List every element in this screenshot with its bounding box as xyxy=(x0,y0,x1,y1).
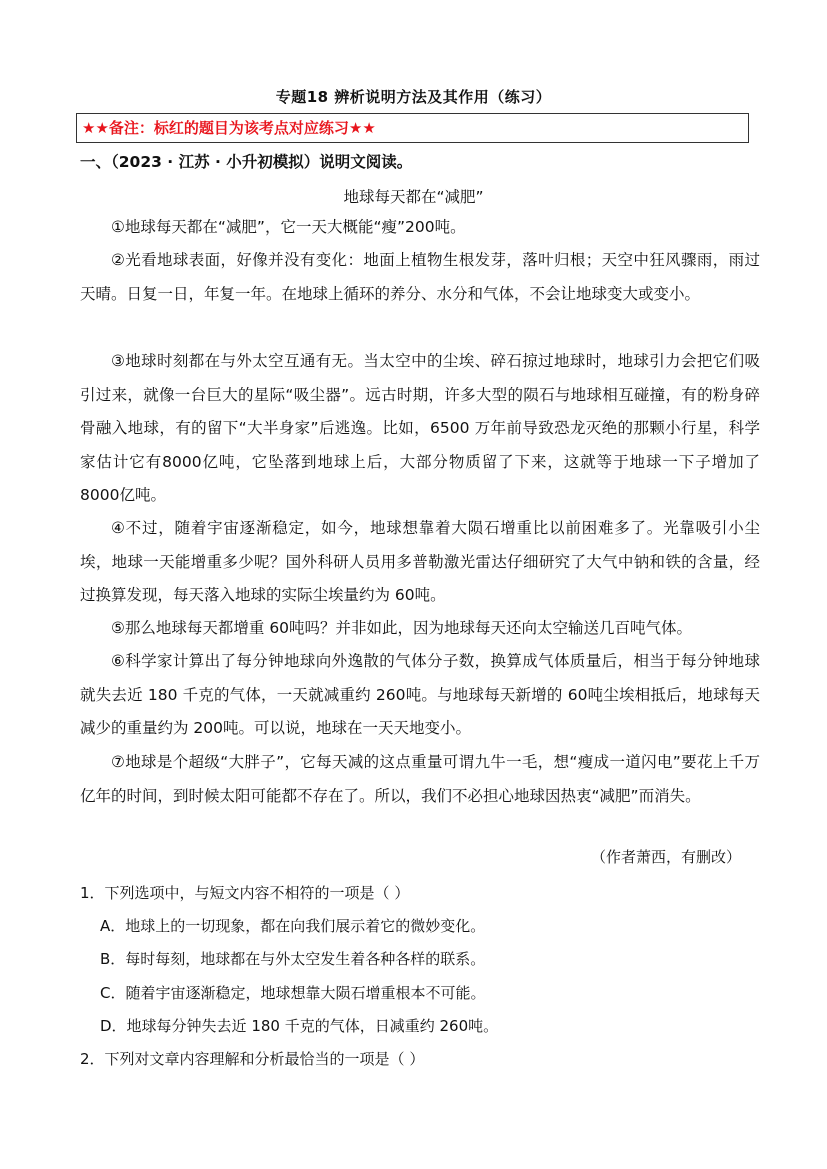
article-attribution: （作者萧西，有删改） xyxy=(590,848,741,866)
question-1-option-a: A．地球上的一切现象，都在向我们展示着它的微妙变化。 xyxy=(100,917,486,935)
article-paragraph-4: ④不过，随着宇宙逐渐稳定，如今，地球想靠着大陨石增重比以前困难多了。光靠吸引小尘埃，地球一天能增重多少呢？国外科研人员用多普勒激光雷达仔细研究了大气中钠和铁的含量，经过换算发现，每天落入地球的实际尘埃量约为 60吨。 xyxy=(80,519,760,604)
note-box: ★★备注：标红的题目为该考点对应练习★★ xyxy=(76,113,749,143)
article-paragraph-3: ③地球时刻都在与外太空互通有无。当太空中的尘埃、碎石掠过地球时，地球引力会把它们吸引过来，就像一台巨大的星际“吸尘器”。远古时期，许多大型的陨石与地球相互碰撞，有的粉身碎骨融入地球，有的留下“大半身家”后逃逸。比如，6500 万年前导致恐龙灭绝的那颗小行星，科学家估计它有8000亿吨，它坠落到地球上后，大部分物质留了下来，这就等于地球一下子增加了 8000亿吨。 xyxy=(80,352,760,504)
question-1-option-b: B．每时每刻，地球都在与外太空发生着各种各样的联系。 xyxy=(100,950,486,968)
article-paragraph-7: ⑦地球是个超级“大胖子”，它每天减的这点重量可谓九牛一毛，想“瘦成一道闪电”要花上千万亿年的时间，到时候太阳可能都不存在了。所以，我们不必担心地球因热衷“减肥”而消失。 xyxy=(80,753,760,805)
article-title: 地球每天都在“减肥” xyxy=(343,188,484,206)
question-1-option-d: D．地球每分钟失去近 180 千克的气体，日减重约 260吨。 xyxy=(100,1017,499,1035)
article-paragraph-1: ①地球每天都在“减肥”，它一天大概能“瘦”200吨。 xyxy=(111,218,466,236)
article-paragraph-2: ②光看地球表面，好像并没有变化：地面上植物生根发芽，落叶归根；天空中狂风骤雨，雨过天晴。日复一日，年复一年。在地球上循环的养分、水分和气体，不会让地球变大或变小。 xyxy=(80,251,760,303)
article-paragraph-5: ⑤那么地球每天都增重 60吨吗？并非如此，因为地球每天还向太空输送几百吨气体。 xyxy=(111,619,693,637)
document-title: 专题18 辨析说明方法及其作用（练习） xyxy=(275,88,552,106)
section-heading: 一、（2023 · 江苏 · 小升初模拟）说明文阅读。 xyxy=(80,153,413,171)
article-paragraph-6: ⑥科学家计算出了每分钟地球向外逸散的气体分子数，换算成气体质量后，相当于每分钟地球就失去近 180 千克的气体，一天就减重约 260吨。与地球每天新增的 60吨尘埃相抵后，地球每天减少的重量约为 200吨。可以说，地球在一天天地变小。 xyxy=(80,652,760,737)
question-1-stem: 1．下列选项中，与短文内容不相符的一项是（ ） xyxy=(80,884,410,902)
question-1-option-c: C．随着宇宙逐渐稳定，地球想靠大陨石增重根本不可能。 xyxy=(100,984,486,1002)
question-2-stem: 2．下列对文章内容理解和分析最恰当的一项是（ ） xyxy=(80,1050,425,1068)
